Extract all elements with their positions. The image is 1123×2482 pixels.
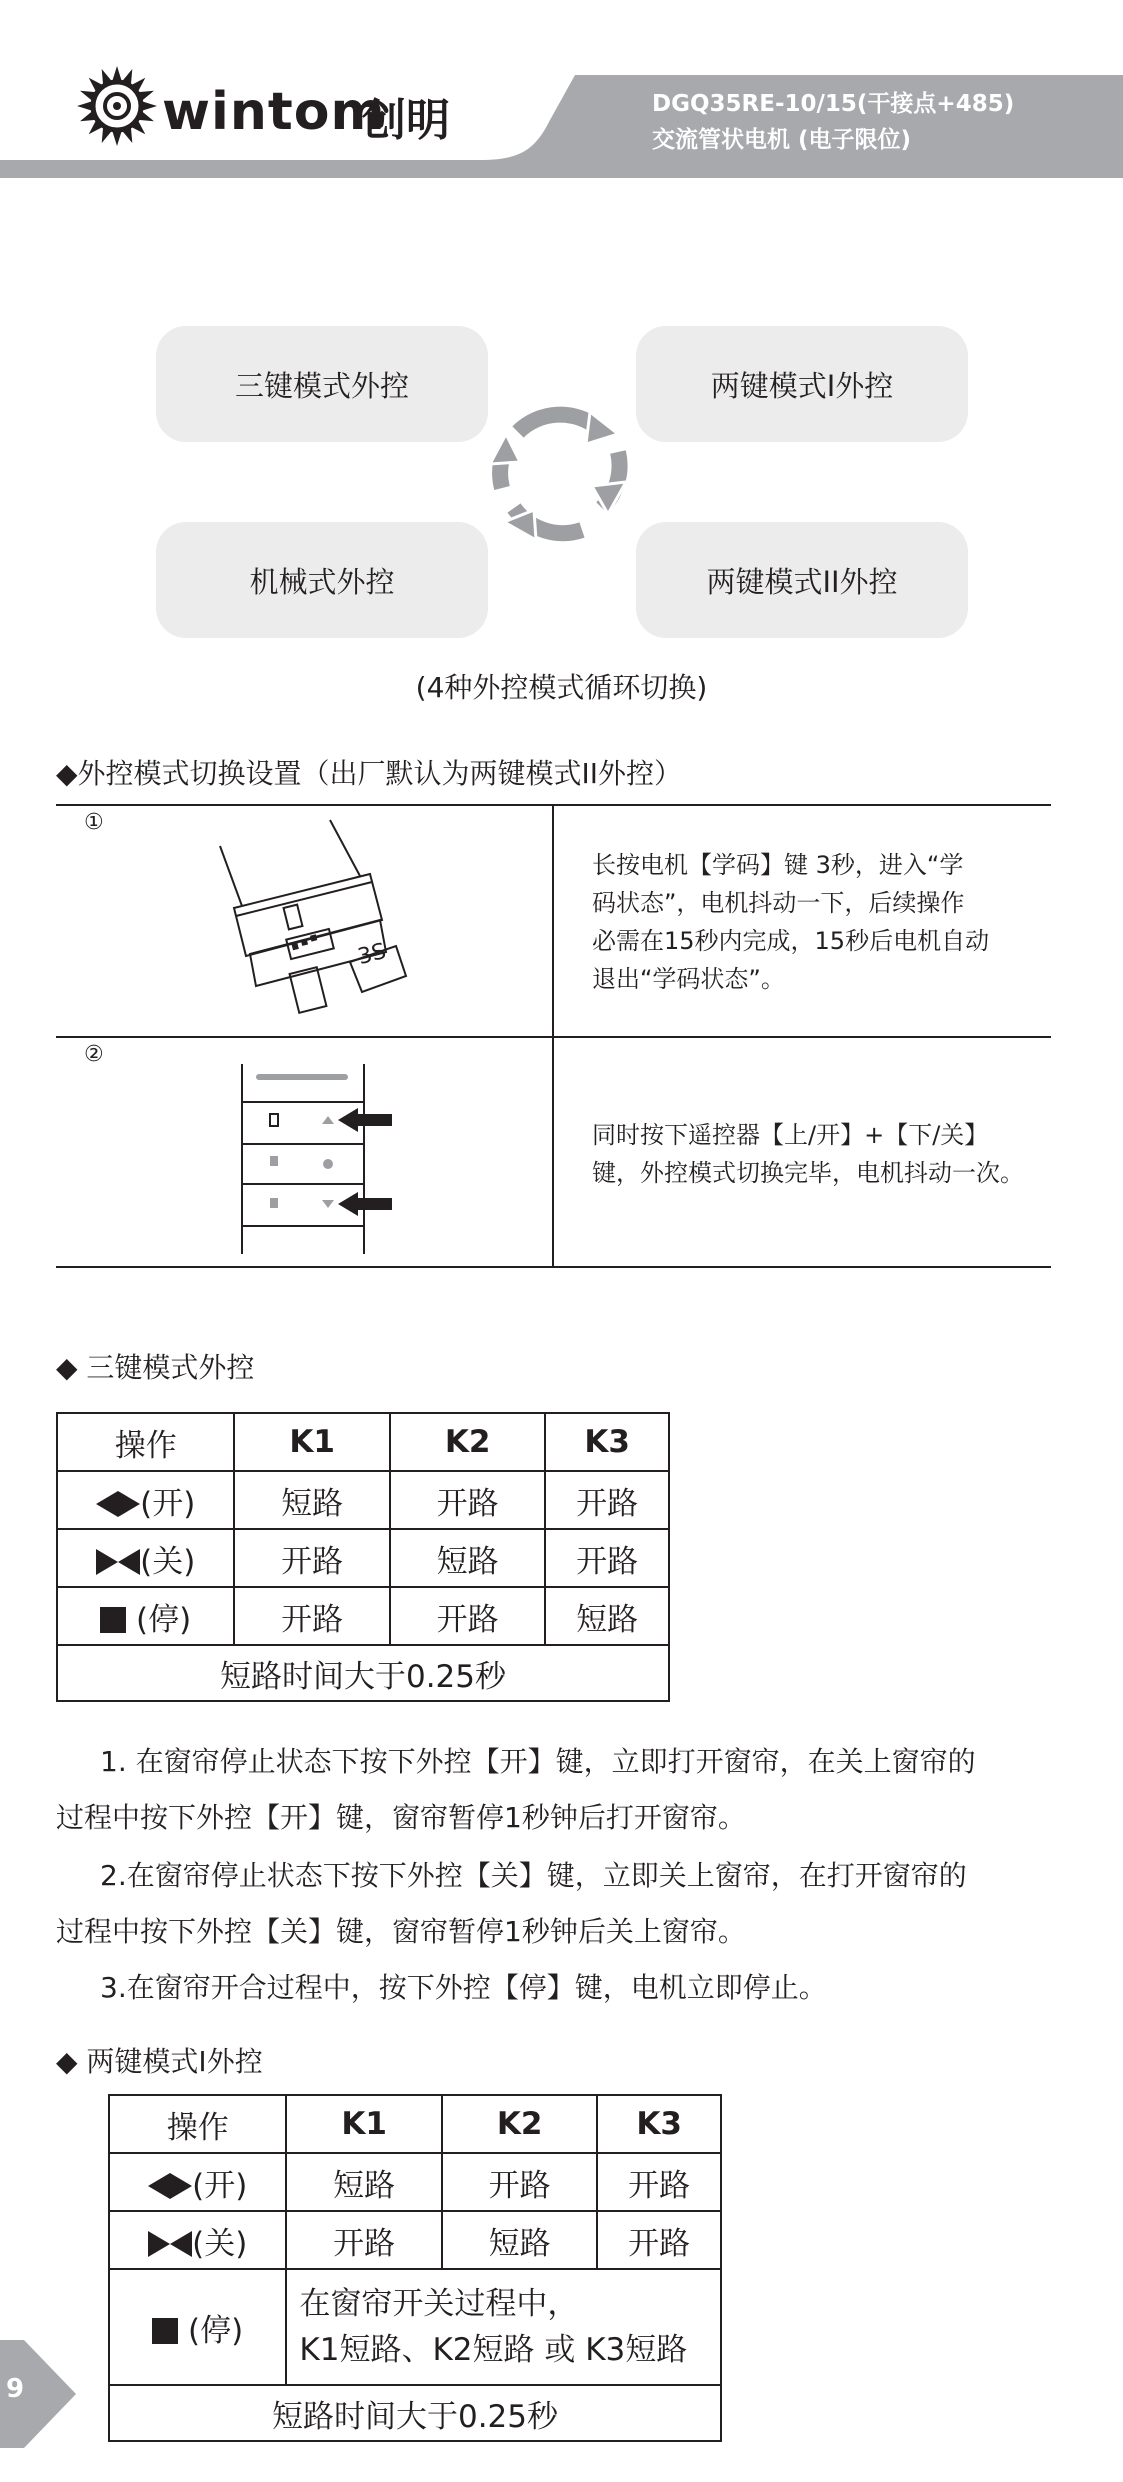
op-cell-close: [109, 2211, 286, 2269]
header-cell: K1: [234, 1413, 389, 1471]
table-row: [57, 1529, 669, 1587]
footer-cell: 短路时间大于0.25秒: [109, 2385, 721, 2441]
desc-line: 同时按下遥控器【上/开】+【下/关】: [592, 1121, 989, 1149]
model-type: 交流管状电机 (电子限位): [652, 127, 912, 153]
table-footer-row: [109, 2385, 721, 2441]
desc-line: 码状态”，电机抖动一下，后续操作: [592, 889, 965, 917]
k1-cell: 开路: [234, 1587, 389, 1645]
section-title-two-key-1: ◆ 两键模式I外控: [56, 2045, 263, 2078]
op-cell-open: [109, 2153, 286, 2211]
op-cell-stop: [109, 2269, 286, 2385]
op-cell-stop: [57, 1587, 234, 1645]
stop-condition-cell: [286, 2269, 721, 2385]
header-cell: K2: [390, 1413, 545, 1471]
stop-condition-line: K1短路、K2短路 或 K3短路: [299, 2332, 688, 2368]
op-cell-close: [57, 1529, 234, 1587]
k3-cell: 开路: [545, 1529, 669, 1587]
right-arrow-icon: [118, 1491, 140, 1517]
table-row: [109, 2211, 721, 2269]
op-label: (停): [178, 2312, 244, 2349]
remote-control-illustration: [238, 1064, 398, 1254]
right-arrow-icon: [170, 2173, 192, 2199]
op-label: (停): [126, 1601, 192, 1638]
cycle-arrows-icon: [480, 390, 640, 550]
step-number: ②: [84, 1042, 104, 1067]
right-arrow-icon: [148, 2231, 170, 2257]
header-cell: K1: [286, 2095, 441, 2153]
op-cell-open: [57, 1471, 234, 1529]
brand-name-cn: 创明: [362, 95, 450, 146]
table-divider: [552, 804, 554, 1268]
section-title-three-key: ◆ 三键模式外控: [56, 1351, 255, 1384]
table-row: [57, 1587, 669, 1645]
table-footer-row: [57, 1645, 669, 1701]
k3-cell: 开路: [545, 1471, 669, 1529]
model-number: DGQ35RE-10/15(干接点+485): [652, 91, 1015, 117]
left-arrow-icon: [170, 2231, 192, 2257]
three-key-table: [56, 1412, 670, 1702]
brand-name: wintom: [162, 82, 386, 142]
left-arrow-icon: [96, 1491, 118, 1517]
table-header-row: [57, 1413, 669, 1471]
op-label: (开): [192, 2167, 248, 2204]
header-cell: K3: [545, 1413, 669, 1471]
k2-cell: 短路: [442, 2211, 597, 2269]
footer-cell: 短路时间大于0.25秒: [57, 1645, 669, 1701]
k1-cell: 短路: [234, 1471, 389, 1529]
page-number: 9: [6, 2374, 25, 2404]
mode-mechanical: 机械式外控: [156, 522, 488, 638]
right-arrow-icon: [96, 1549, 118, 1575]
op-label: (关): [140, 1543, 196, 1580]
op-label: (关): [192, 2225, 248, 2262]
hold-duration-label: 3S: [355, 938, 389, 971]
motor-learn-button-illustration: [210, 816, 430, 1016]
desc-line: 退出“学码状态”。: [592, 965, 785, 993]
k3-cell: 开路: [597, 2153, 721, 2211]
note-line: 1. 在窗帘停止状态下按下外控【开】键，立即打开窗帘，在关上窗帘的: [100, 1745, 976, 1778]
cycle-note: (4种外控模式循环切换): [415, 671, 708, 704]
k1-cell: 开路: [234, 1529, 389, 1587]
step-description: [592, 1116, 1024, 1192]
mode-two-key-2: 两键模式II外控: [636, 522, 968, 638]
note-line: 过程中按下外控【开】键，窗帘暂停1秒钟后打开窗帘。: [56, 1801, 746, 1834]
k2-cell: 短路: [390, 1529, 545, 1587]
stop-square-icon: [100, 1607, 126, 1633]
table-row: [57, 1471, 669, 1529]
k3-cell: 短路: [545, 1587, 669, 1645]
stop-condition-line: 在窗帘开关过程中，: [299, 2286, 579, 2322]
step-description: [592, 846, 989, 998]
note-line: 2.在窗帘停止状态下按下外控【关】键，立即关上窗帘，在打开窗帘的: [100, 1859, 967, 1892]
desc-line: 长按电机【学码】键 3秒，进入“学: [592, 851, 964, 879]
k1-cell: 短路: [286, 2153, 441, 2211]
desc-line: 键，外控模式切换完毕，电机抖动一次。: [592, 1159, 1024, 1187]
left-arrow-icon: [118, 1549, 140, 1575]
section-title-switch: ◆外控模式切换设置（出厂默认为两键模式II外控）: [56, 757, 683, 790]
desc-line: 必需在15秒内完成，15秒后电机自动: [592, 927, 990, 955]
header-cell: K2: [442, 2095, 597, 2153]
stop-square-icon: [152, 2318, 178, 2344]
sun-logo-icon: [75, 64, 159, 148]
mode-two-key-1: 两键模式I外控: [636, 326, 968, 442]
op-label: (开): [140, 1485, 196, 1522]
table-header-row: [109, 2095, 721, 2153]
step-number: ①: [84, 810, 104, 835]
table-row: [109, 2153, 721, 2211]
k3-cell: 开路: [597, 2211, 721, 2269]
k1-cell: 开路: [286, 2211, 441, 2269]
note-line: 过程中按下外控【关】键，窗帘暂停1秒钟后关上窗帘。: [56, 1915, 746, 1948]
header-cell: K3: [597, 2095, 721, 2153]
k2-cell: 开路: [390, 1471, 545, 1529]
model-info: [652, 86, 1014, 158]
two-key-1-table: [108, 2094, 722, 2442]
k2-cell: 开路: [390, 1587, 545, 1645]
left-arrow-icon: [148, 2173, 170, 2199]
mode-three-key: 三键模式外控: [156, 326, 488, 442]
header-cell: 操作: [109, 2095, 286, 2153]
table-row: [109, 2269, 721, 2385]
header-cell: 操作: [57, 1413, 234, 1471]
note-line: 3.在窗帘开合过程中，按下外控【停】键，电机立即停止。: [100, 1971, 827, 2004]
k2-cell: 开路: [442, 2153, 597, 2211]
